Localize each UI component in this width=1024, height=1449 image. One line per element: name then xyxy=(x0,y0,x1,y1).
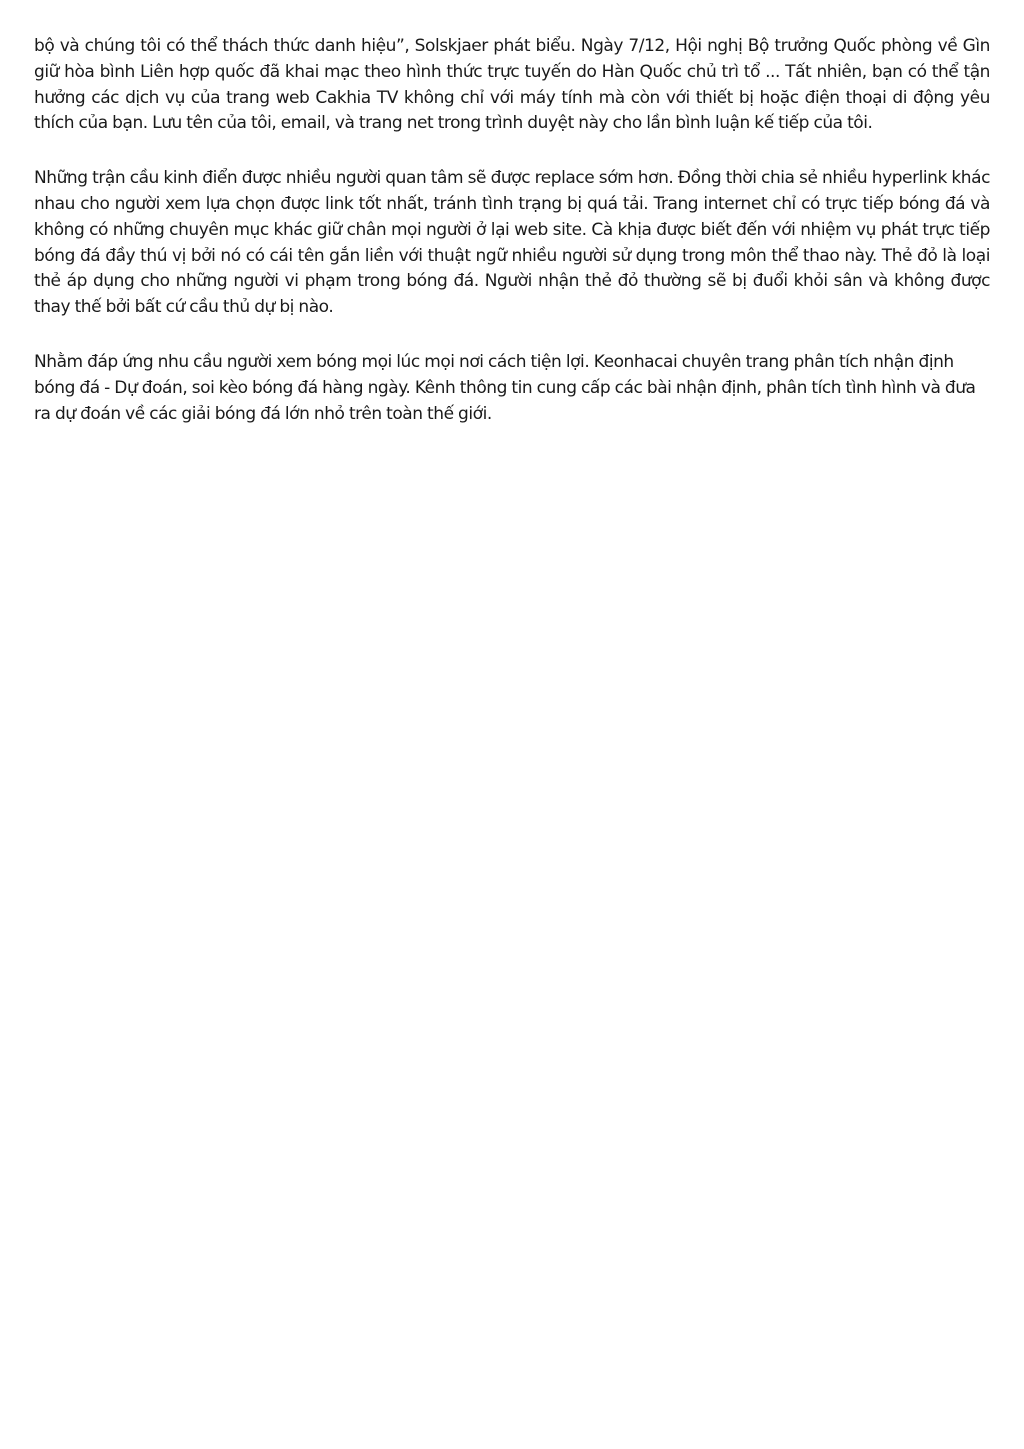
paragraph-1: bộ và chúng tôi có thể thách thức danh hiệu”, Solskjaer phát biểu. Ngày 7/12, Hội nghị Bộ trưởng Quốc phòng về Gìn giữ hòa bình Liên hợp quốc đã khai mạc theo hình thức trực tuyến do Hàn Quốc chủ trì tổ ... Tất nhiên, bạn có thể tận hưởng các dịch vụ của trang web Cakhia TV không chỉ với máy tính mà còn với thiết bị hoặc điện thoại di động yêu thích của bạn. Lưu tên của tôi, email, và trang net trong trình duyệt này cho lần bình luận kế tiếp của tôi. xyxy=(34,36,990,134)
document-page xyxy=(34,34,990,456)
paragraph-3: Nhằm đáp ứng nhu cầu người xem bóng mọi lúc mọi nơi cách tiện lợi. Keonhacai chuyên trang phân tích nhận định bóng đá - Dự đoán, soi kèo bóng đá hàng ngày. Kênh thông tin cung cấp các bài nhận định, phân tích tình hình và đưa ra dự đoán về các giải bóng đá lớn nhỏ trên toàn thế giới. xyxy=(34,351,976,424)
paragraph-2: Những trận cầu kinh điển được nhiều người quan tâm sẽ được replace sớm hơn. Đồng thời chia sẻ nhiều hyperlink khác nhau cho người xem lựa chọn được link tốt nhất, tránh tình trạng bị quá tải. Trang internet chỉ có trực tiếp bóng đá và không có những chuyên mục khác giữ chân mọi người ở lại web site. Cà khịa được biết đến với nhiệm vụ phát trực tiếp bóng đá đầy thú vị bởi nó có cái tên gắn liền với thuật ngữ nhiều người sử dụng trong môn thể thao này. Thẻ đỏ là loại thẻ áp dụng cho những người vi phạm trong bóng đá. Người nhận thẻ đỏ thường sẽ bị đuổi khỏi sân và không được thay thế bởi bất cứ cầu thủ dự bị nào. xyxy=(34,168,990,318)
